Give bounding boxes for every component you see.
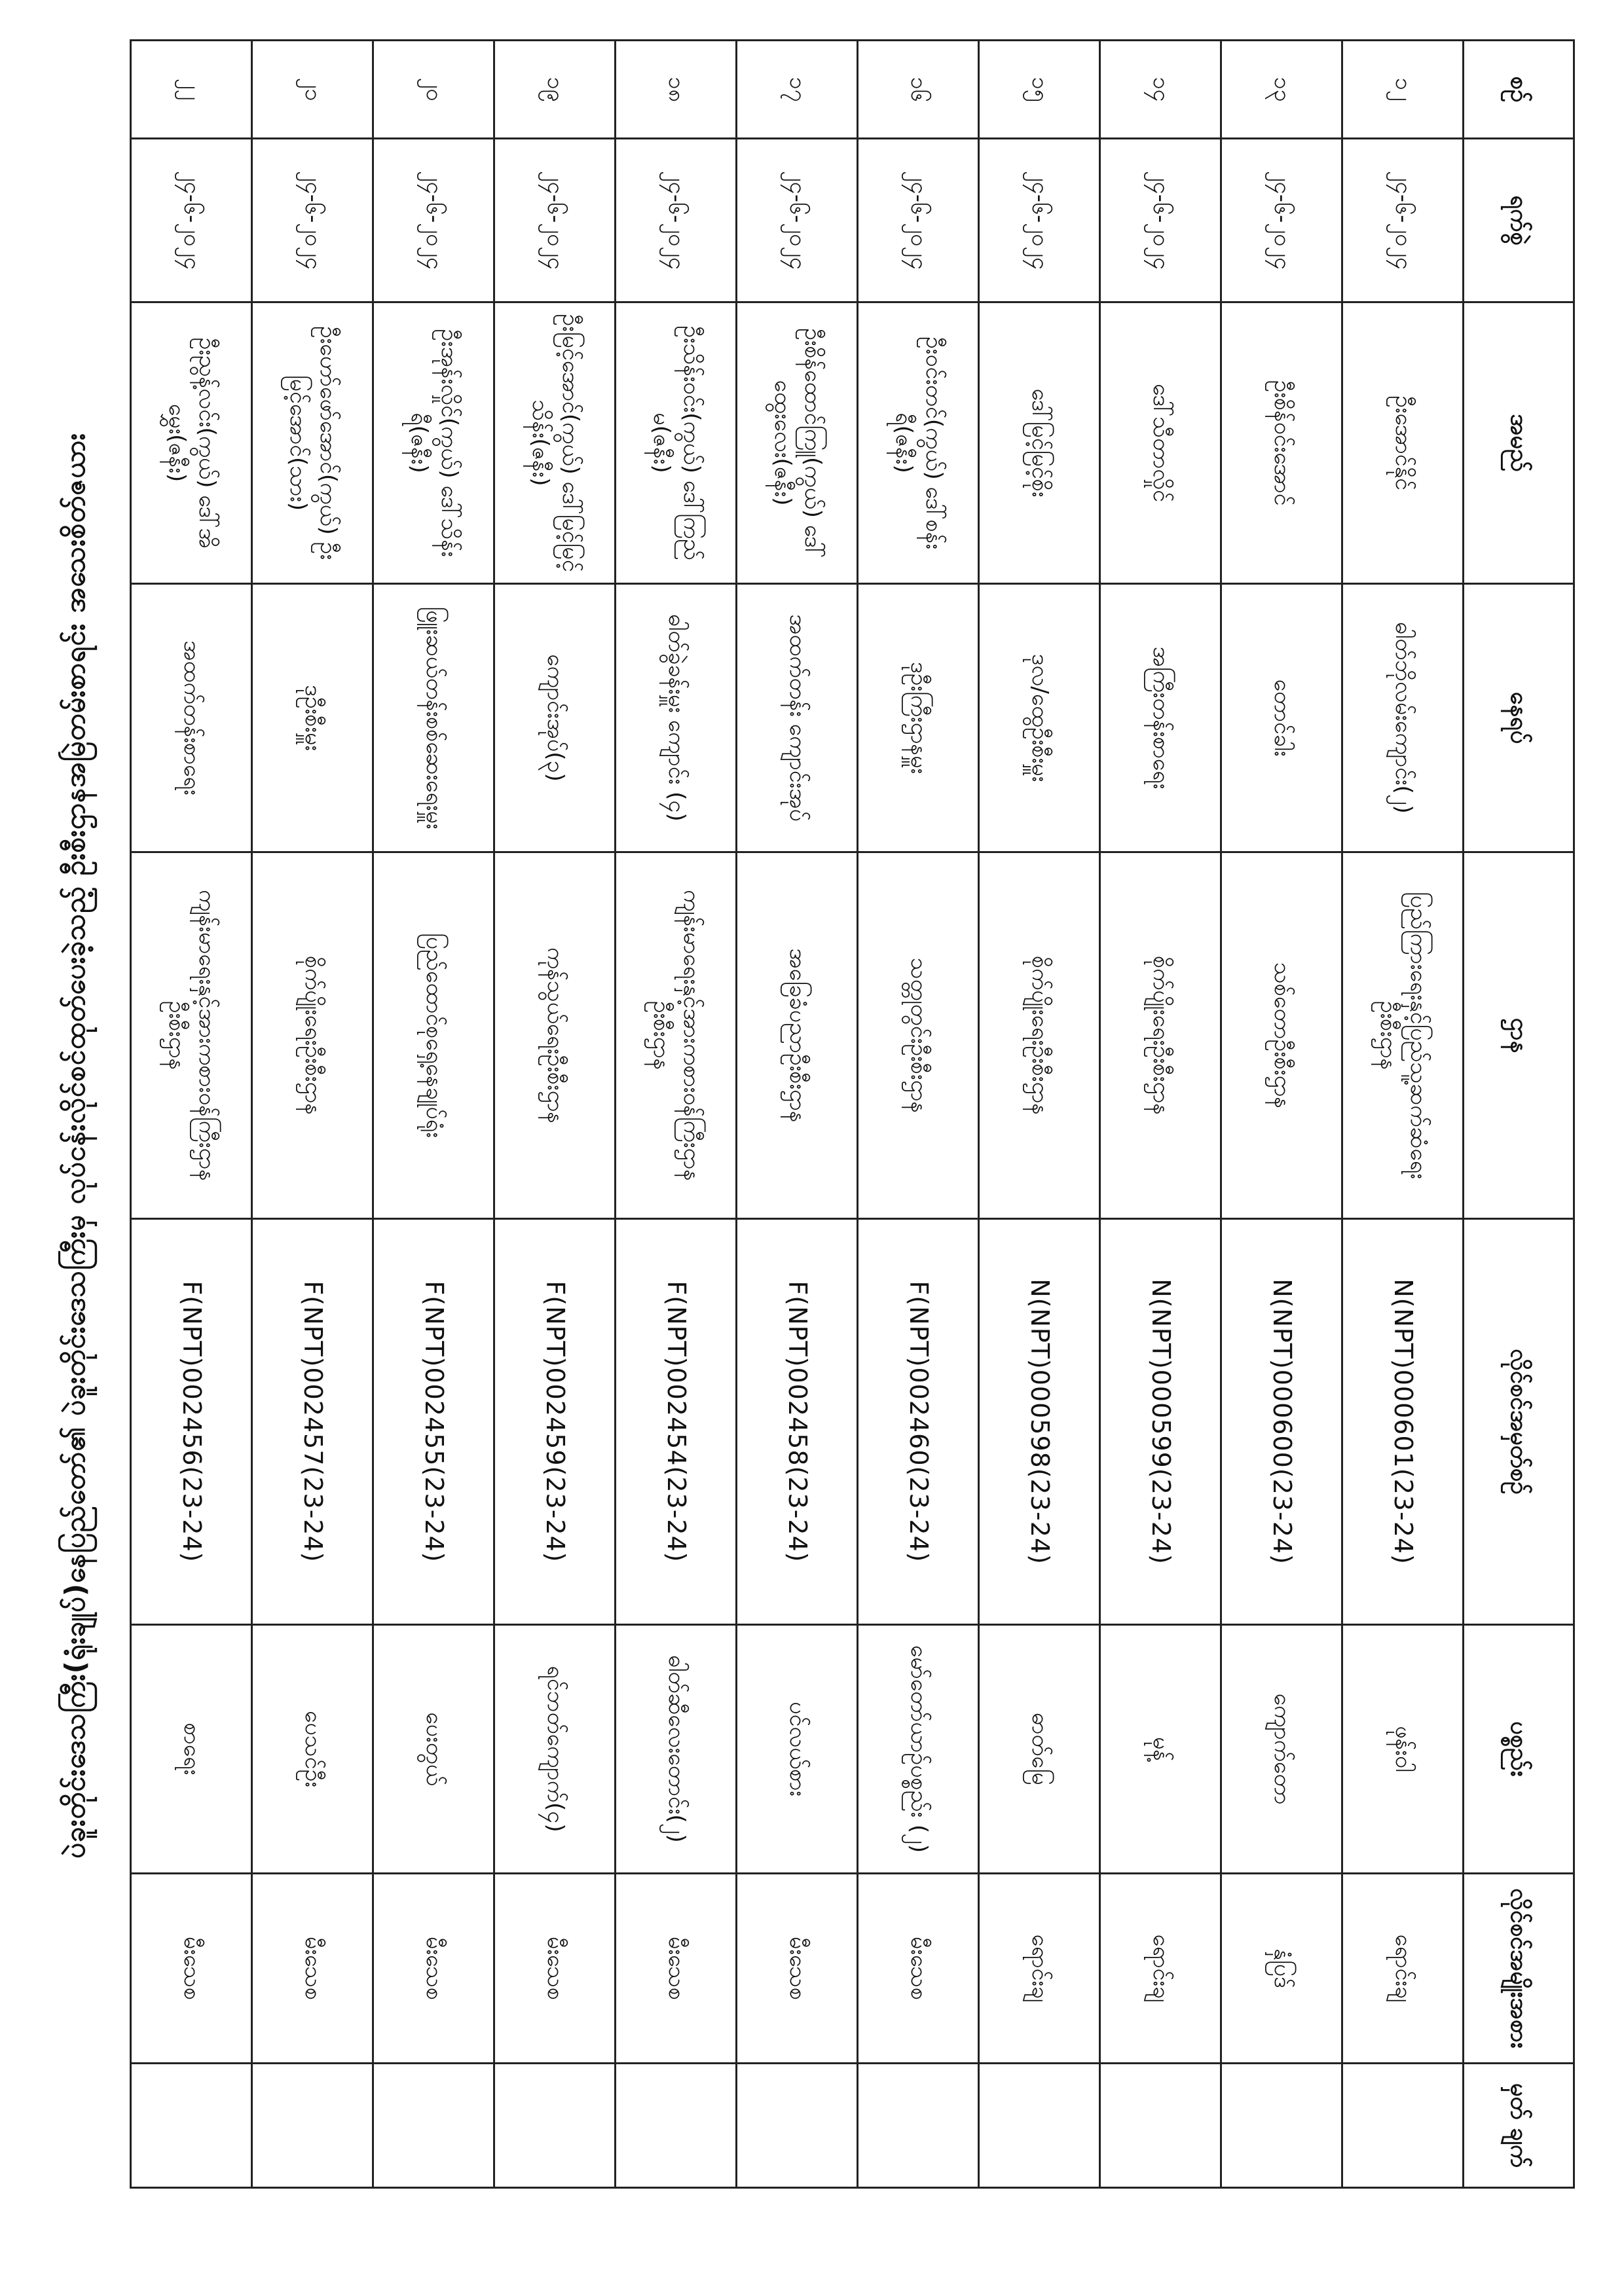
cell-type: မီးသေစ xyxy=(131,1874,252,2064)
cell-no: ၁၆ xyxy=(858,41,979,139)
cell-date: ၂၄-၆-၂၀၂၄ xyxy=(252,139,373,302)
cell-type: မီးသေစ xyxy=(858,1874,979,2064)
document-title: ပဲခူးတိုင်းဒေသကြီး(ရုံးချုပ်)နေပြည်တော်၏ ပဲခူးတိုင်းဒေသကြီးမှ လုပ်ငန်းလိုင်စင်ထုတ်ပေးခဲ့သည့် ဦးစီးဌာနအမြဲတမ်းစာရင်း အသေးစိတ်ဇယား xyxy=(59,433,91,1859)
cell-license: F(NPT)002460(23-24) xyxy=(858,1219,979,1625)
cell-name: ဒေါ်မြင့်မြင့်စိုး xyxy=(979,302,1100,584)
cell-item: ဓာတ်မြေ xyxy=(979,1625,1100,1874)
cell-item: ပင်လယ်စား xyxy=(737,1625,858,1874)
cell-shop: ကုန်သွယ်ရေးဦးစီးဌာန xyxy=(494,852,616,1219)
cell-type: ရောင်းချ xyxy=(1342,1874,1464,2064)
cell-address: တောင်ခါး xyxy=(1221,584,1342,852)
cell-type: မီးသေစ xyxy=(494,1874,616,2064)
cell-date: ၂၄-၆-၂၀၂၄ xyxy=(1221,139,1342,302)
cell-license: F(NPT)002456(23-24) xyxy=(131,1219,252,1625)
cell-name: ဦးစိန်ဝင်းအောင် xyxy=(1221,302,1342,584)
cell-date: ၂၄-၆-၂၀၂၄ xyxy=(737,139,858,302)
cell-note xyxy=(1221,2064,1342,2188)
header-row xyxy=(1464,41,1574,2188)
cell-type: မီးသေစ xyxy=(373,1874,494,2064)
cell-name: ဦးညွန့်လင်း(ကွယ်) ဒေါ်အိမွှေး(ဇနီး) xyxy=(131,302,252,584)
cell-item: ဓါတ်ဆီလေးတောင်း(၂) xyxy=(616,1625,737,1874)
cell-no: ၁၂ xyxy=(1342,41,1464,139)
cell-note xyxy=(131,2064,252,2188)
table-stage xyxy=(147,39,1575,2187)
cell-date: ၂၄-၆-၂၀၂၄ xyxy=(373,139,494,302)
cell-item: စာရေး xyxy=(131,1625,252,1874)
cell-license: F(NPT)002455(23-24) xyxy=(373,1219,494,1625)
cell-shop: ပြည်ထောင်စုရှေ့နေချုပ်ရုံး xyxy=(373,852,494,1219)
table-row xyxy=(1221,41,1342,2188)
cell-address: ဒုဦးစီးမှူး xyxy=(252,584,373,852)
cell-no: ၁၉ xyxy=(494,41,616,139)
cell-item: ကျောက်တော xyxy=(1221,1625,1342,1874)
cell-date: ၂၄-၆-၂၀၂၄ xyxy=(858,139,979,302)
records-table xyxy=(130,39,1575,2189)
header-shop: ဌာန xyxy=(1464,852,1574,1219)
cell-no: ၁၅ xyxy=(979,41,1100,139)
cell-address: အထက်တန်း ကျောင်းအုပ် xyxy=(737,584,858,852)
cell-type: မီးသေစ xyxy=(616,1874,737,2064)
cell-date: ၂၄-၆-၂၀၂၄ xyxy=(131,139,252,302)
cell-shop: သစ်တောဦးစီးဌာန xyxy=(1221,852,1342,1219)
cell-date: ၂၄-၆-၂၀၂၄ xyxy=(1342,139,1464,302)
cell-type: ရောင်းချ xyxy=(979,1874,1100,2064)
cell-note xyxy=(616,2064,737,2188)
cell-date: ၂၄-၆-၂၀၂၄ xyxy=(1100,139,1221,302)
cell-item: ပေးတွယ် xyxy=(373,1625,494,1874)
cell-item: မုန့် xyxy=(1100,1625,1221,1874)
cell-no: ၁၇ xyxy=(737,41,858,139)
cell-type: မီးသေစ xyxy=(737,1874,858,2064)
table-row xyxy=(1100,41,1221,2188)
header-note: မှတ် ချက် xyxy=(1464,2064,1574,2188)
header-date: ရက်စွဲ xyxy=(1464,139,1574,302)
cell-address: ကျောင်းအုပ်(၃) xyxy=(494,584,616,852)
cell-name: ဦးအုန်းလှိုင်(ကွယ်) ဒေါ်သိန်းရီ(ဇနီး) xyxy=(373,302,494,584)
table-row xyxy=(373,41,494,2188)
cell-name: ဦးဝင်းတင်(ကွယ်) ဒေါ်စန်းရီ(ဇနီး) xyxy=(858,302,979,584)
cell-item: ဖုန်းဝါ xyxy=(1342,1625,1464,1874)
cell-name: ဦးအောင်နိုင် xyxy=(1342,302,1464,584)
cell-address: အထက်တန်းစာရေး xyxy=(131,584,252,852)
header-type: လိုင်စင်အမျိုးအစား xyxy=(1464,1874,1574,2064)
header-no: စဉ် xyxy=(1464,41,1574,139)
cell-name: ဦးစိန်ထောင်ကြူ(ကွယ်) ဒေါ်ထွေးလေး(ဇနီး) xyxy=(737,302,858,584)
cell-license: N(NPT)000598(23-24) xyxy=(979,1219,1100,1625)
cell-name: ဒေါ်သီတာလှိုင် xyxy=(1100,302,1221,584)
cell-license: F(NPT)002459(23-24) xyxy=(494,1219,616,1625)
table-row xyxy=(494,41,616,2188)
cell-shop: ကျန်းမာရေးနှင့်အားကစားဝန်ကြီးဌာန ဦးစီးဌာန xyxy=(131,852,252,1219)
table-row xyxy=(252,41,373,2188)
cell-note xyxy=(373,2064,494,2188)
cell-license: F(NPT)002457(23-24) xyxy=(252,1219,373,1625)
cell-no: ၁၃ xyxy=(1221,41,1342,139)
cell-note xyxy=(858,2064,979,2188)
cell-item: ရင်ဘတ်ကျောက်(၄) xyxy=(494,1625,616,1874)
cell-name: ဦးဟော်ဖော်အောင်(ကွယ်) ဦးမြင့်အောင်(သား) xyxy=(252,302,373,584)
cell-shop: အခြေခံပညာဦးစီးဌာန xyxy=(737,852,858,1219)
cell-shop: သတ္တုတွင်းဦးစီးဌာန xyxy=(858,852,979,1219)
cell-license: N(NPT)000601(23-24) xyxy=(1342,1219,1464,1625)
table-row xyxy=(858,41,979,2188)
cell-address: ဒုလ/ထွေဦးစီးမှူး xyxy=(979,584,1100,852)
cell-shop: ပြည်ကြားရေးနှင့်ပြည်သူ့ဆက်ဆံရေး ဦးစီးဌာန xyxy=(1342,852,1464,1219)
cell-note xyxy=(737,2064,858,2188)
table-row xyxy=(979,41,1100,2188)
cell-type: မီးသေစ xyxy=(252,1874,373,2064)
cell-note xyxy=(494,2064,616,2188)
cell-no: ၁၈ xyxy=(616,41,737,139)
table-row xyxy=(616,41,737,2188)
cell-address: ဒုဦးကြီးဌာနမှူး xyxy=(858,584,979,852)
cell-no: ၂၀ xyxy=(373,41,494,139)
cell-item: ပေသင်ဦး xyxy=(252,1625,373,1874)
cell-note xyxy=(1342,2064,1464,2188)
cell-item: မော်တော်ယာဉ်ပစ္စည်း (၂) xyxy=(858,1625,979,1874)
table-row xyxy=(1342,41,1464,2188)
cell-shop: စိုက်ပျိုးရေးဦးစီးဌာန xyxy=(1100,852,1221,1219)
cell-shop: ကျန်းမာရေးနှင့်အားကစားဝန်ကြီးဌာန ဦးစီးဌာန xyxy=(616,852,737,1219)
cell-type: နှံပြဒ် xyxy=(1221,1874,1342,2064)
cell-date: ၂၄-၆-၂၀၂၄ xyxy=(616,139,737,302)
cell-note xyxy=(1100,2064,1221,2188)
cell-license: F(NPT)002458(23-24) xyxy=(737,1219,858,1625)
cell-type: ရောင်းချ xyxy=(1100,1874,1221,2064)
cell-address: ဓါတ်ခွဲခန်းမှူး ကျောင်း (၄) xyxy=(616,584,737,852)
cell-no: ၂၁ xyxy=(252,41,373,139)
cell-license: N(NPT)000599(23-24) xyxy=(1100,1219,1221,1625)
cell-name: ဦးသိန်းဝင်း(ကွယ်) ဒေါ်ကြည်မ(ဇနီး) xyxy=(616,302,737,584)
cell-note xyxy=(252,2064,373,2188)
cell-address: အကြီးတန်းစာရေး xyxy=(1100,584,1221,852)
cell-address: ဖြူးဆယ်တန်းစစ်ဆေးရေးမှူး xyxy=(373,584,494,852)
header-name: အမည် xyxy=(1464,302,1574,584)
cell-date: ၂၄-၆-၂၀၂၄ xyxy=(494,139,616,302)
cell-date: ၂၄-၆-၂၀၂၄ xyxy=(979,139,1100,302)
cell-shop: စိုက်ပျိုးရေးဦးစီးဌာန xyxy=(979,852,1100,1219)
cell-no: ၁၄ xyxy=(1100,41,1221,139)
cell-license: N(NPT)000600(23-24) xyxy=(1221,1219,1342,1625)
cell-shop: စိုက်ပျိုးရေးဦးစီးဌာန xyxy=(252,852,373,1219)
cell-license: F(NPT)002454(23-24) xyxy=(616,1219,737,1625)
table-row xyxy=(131,41,252,2188)
cell-address: ဓါတ်ဘိုလမ်းကျောင်း(၂) xyxy=(1342,584,1464,852)
header-item: ပစ္စည်း xyxy=(1464,1625,1574,1874)
table-row xyxy=(737,41,858,2188)
cell-name: ဦးမြင့်အောင်(ကွယ်) ဒေါ်မြင့်မြင့်သိန်း(ဇနီး) xyxy=(494,302,616,584)
cell-note xyxy=(979,2064,1100,2188)
header-license: လိုင်စင်အမှတ်စဉ် xyxy=(1464,1219,1574,1625)
header-address: နေရပ် xyxy=(1464,584,1574,852)
cell-no: ၂၂ xyxy=(131,41,252,139)
